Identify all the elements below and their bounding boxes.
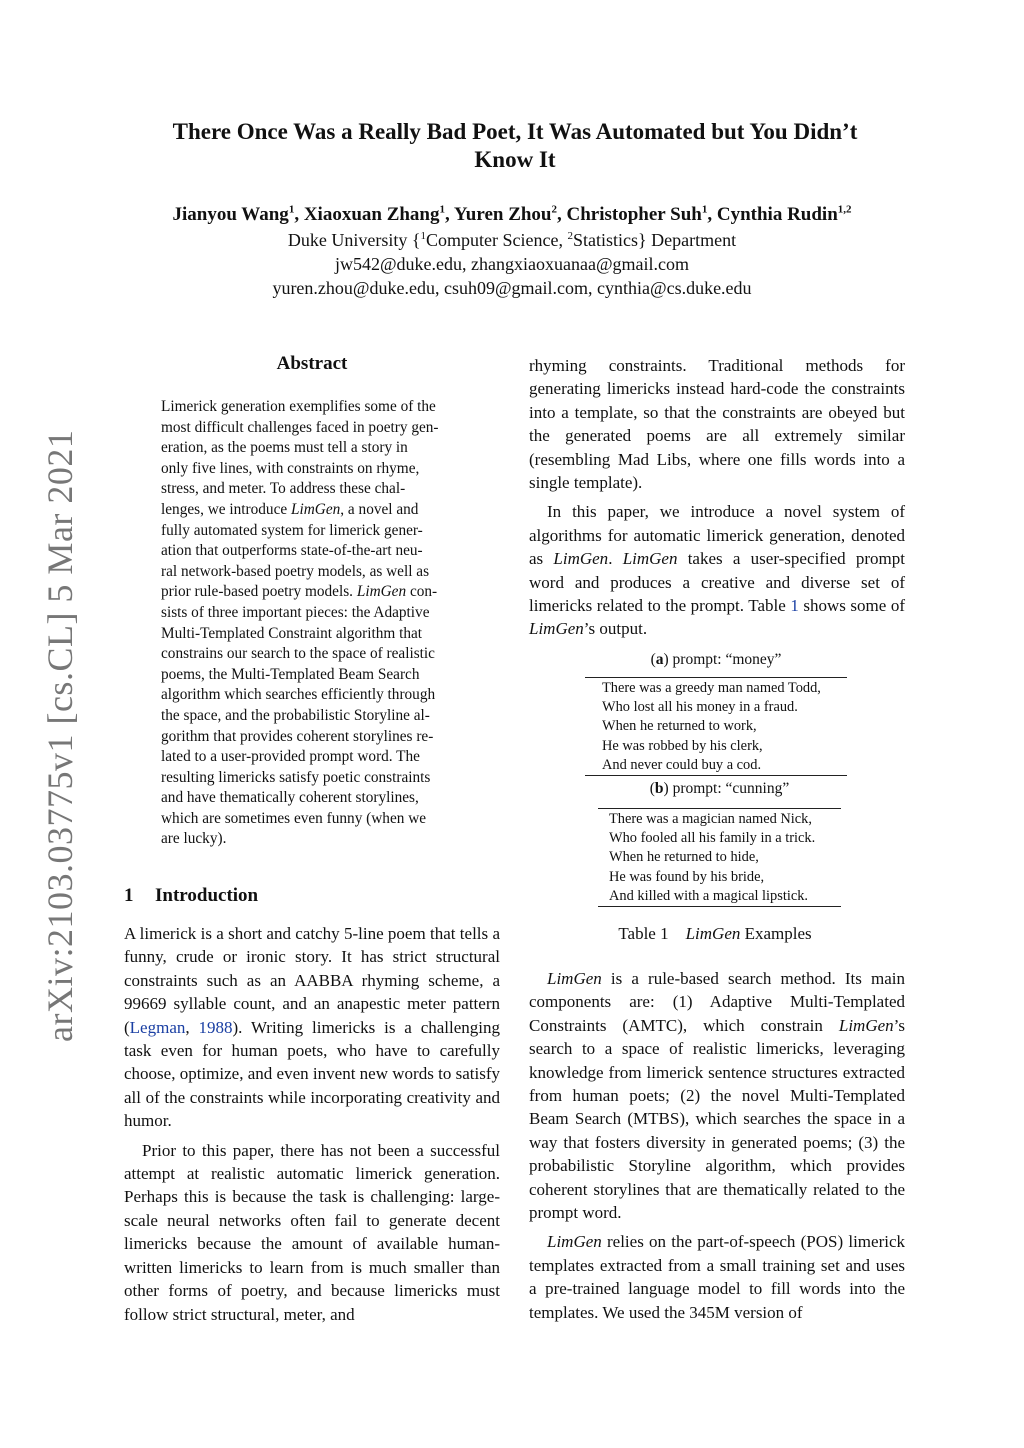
table-rule [598, 906, 841, 907]
limgen-name: LimGen [622, 549, 678, 569]
paragraph-text: In this paper, we introduce a novel system of algorithms for automatic limerick generation, denoted as [529, 502, 905, 569]
table-1-part-a [585, 650, 847, 776]
abstract-line: resulting limericks satisfy poetic constraints [161, 768, 431, 786]
paragraph: rhyming constraints. Traditional methods for generating limericks instead hard-code the constraints into a template, so that the constraints are obeyed but the generated poems are all extremely similar (resembling Mad Libs, where one fills words into a single template). [529, 356, 905, 493]
paragraph: Prior to this paper, there has not been a successful attempt at realistic automatic limerick generation. Perhaps this is because the task is challenging: large-scale neural networks often fail to generate decent limericks because the amount of available human-written limericks to learn from is much smaller than other forms of poetry, and because limericks must follow strict structural, meter, and [124, 1140, 500, 1324]
limgen-name: LimGen [529, 619, 584, 639]
subtable-label: b [654, 780, 664, 797]
citation-year-link[interactable] [198, 1018, 232, 1037]
paragraph [529, 1230, 905, 1324]
abstract-line: and have thematically coherent storylines, [161, 789, 419, 807]
abstract-line: gorithm that provides coherent storylines re- [161, 727, 434, 745]
poem-line: He was robbed by his clerk, [602, 737, 763, 754]
table-caption-label: Table 1 [618, 924, 669, 943]
abstract-line: eration, as the poems must tell a story in [161, 439, 408, 457]
author-affil-sup: 1,2 [837, 203, 852, 216]
abstract-line: stress, and meter. To address these chal- [161, 480, 406, 498]
paragraph-text: shows some of [798, 596, 905, 616]
author-affil-sup: 1 [701, 203, 708, 216]
subtable-b-caption: (b) prompt: “cunning” [649, 780, 790, 797]
abstract-line: ation that outperforms state-of-the-art neu- [161, 542, 423, 560]
poem-line: And never could buy a cod. [602, 756, 762, 773]
abstract-text: , a novel and [340, 500, 419, 518]
section-number: 1 [124, 885, 134, 906]
abstract-line [161, 582, 463, 603]
title-line-1: There Once Was a Really Bad Poet, It Was Automated but You Didn’t [172, 119, 858, 144]
affiliation-sup: 1 [420, 230, 427, 242]
subtable-a-caption: (a) prompt: “money” [650, 651, 782, 668]
abstract-line [161, 500, 463, 521]
poem-line: Who fooled all his family in a trick. [609, 830, 816, 847]
limerick-cunning [598, 809, 841, 906]
paragraph-text: ). Writing limericks is a challenging task even for human poets, who have to carefully choose, optimize, and even invent new words to satisfy all of the constraints while incorporating creativity and humor. [124, 1017, 501, 1131]
intro-right-column-top [529, 354, 905, 641]
poem-line: There was a magician named Nick, [609, 811, 812, 827]
intro-left-column [124, 922, 500, 1326]
limgen-name: LimGen [553, 549, 609, 569]
paragraph [529, 500, 905, 640]
arxiv-identifier: arXiv:2103.03775v1 [cs.CL] 5 Mar 2021 [40, 429, 80, 1042]
abstract-line: Multi-Templated Constraint algorithm that [161, 624, 423, 642]
subtable-label: a [655, 651, 664, 668]
paragraph-text: ’s search to a space of realistic limericks, leveraging knowledge from limerick sentence structures extracted from human poets; (2) the novel Multi-Templated Beam Search (MTBS), which searches the space in a way that fosters diversity in generated poems; (3) the probabilistic Storyline algorithm, which provides coherent storylines that are thematically related to the prompt word. [529, 1015, 905, 1223]
paragraph-text: takes a user-specified prompt word and produces a creative and diverse set of limericks related to the prompt. Table [529, 549, 906, 616]
paragraph-text: is a rule-based search method. Its main components are: (1) Adaptive Multi-Templated Constraints (AMTC), which constrain [529, 969, 905, 1035]
poem-line: He was found by his bride, [609, 868, 765, 885]
limgen-name: LimGen [685, 924, 741, 943]
citation-link[interactable] [130, 1018, 186, 1037]
abstract-line: lated to a user-provided prompt word. The [161, 748, 420, 766]
abstract-line: the space, and the probabilistic Storyline al- [161, 706, 430, 724]
paragraph-text: ’s output. [583, 619, 648, 639]
paragraph-text: relies on the part-of-speech (POS) limerick templates extracted from a small training set and uses a pre-trained language model to fill words into the templates. We used the 345M version of [529, 1232, 905, 1322]
subtable-prompt: prompt: “cunning” [672, 780, 790, 797]
limgen-name: LimGen [290, 500, 341, 518]
paper-title [110, 118, 920, 174]
abstract-line: poems, the Multi-Templated Beam Search [161, 665, 420, 683]
author-affil-sup: 1 [288, 203, 295, 216]
email-line-2: yuren.zhou@duke.edu, csuh09@gmail.com, cynthia@cs.duke.edu [272, 278, 752, 298]
abstract-line: are lucky). [161, 830, 227, 848]
email-line-1: jw542@duke.edu, zhangxiaoxuanaa@gmail.com [334, 254, 690, 274]
poem-line: There was a greedy man named Todd, [602, 680, 821, 696]
affiliation [60, 228, 964, 252]
limerick-money [585, 678, 847, 775]
affiliation-dept: Statistics} Department [572, 230, 737, 250]
abstract-line: Limerick generation exemplifies some of the [161, 398, 436, 415]
poem-line: And killed with a magical lipstick. [609, 887, 809, 904]
abstract-line: ral network-based poetry models, as well as [161, 562, 430, 580]
abstract-text: prior rule-based poetry models. [161, 583, 357, 601]
affiliation-dept: Computer Science, [426, 230, 568, 250]
table-1-part-b [598, 779, 841, 907]
limgen-name: LimGen [547, 1232, 602, 1252]
abstract-text: con- [406, 583, 438, 601]
poem-line: When he returned to work, [602, 718, 757, 735]
abstract-text: lenges, we introduce [161, 500, 291, 518]
table-rule [585, 775, 847, 776]
affiliation-prefix: Duke University { [287, 230, 421, 250]
paragraph [124, 922, 500, 1133]
limgen-name: LimGen [838, 1015, 894, 1035]
paragraph-text: A limerick is a short and catchy 5-line poem that tells a funny, crude or ironic story. It has strict structural constraints such as an AABBA rhyming scheme, a 99669 syllable count, and an anapestic meter pattern ( [124, 924, 500, 1037]
paragraph [529, 967, 905, 1224]
limgen-name: LimGen [547, 969, 602, 988]
intro-right-column-bottom [529, 967, 905, 1324]
abstract-line: algorithm which searches efficiently through [161, 686, 436, 704]
abstract-body [161, 397, 463, 850]
author-list: Jianyou Wang$^1$, Xiaoxuan Zhang$^1$, Yuren Zhou$^2$, Christopher Suh$^1$, Cynthia Rudin$^{1,2}$ [172, 203, 852, 225]
subtable-prompt: prompt: “money” [672, 651, 782, 668]
author-affil-sup: 2 [551, 203, 558, 216]
abstract-line: which are sometimes even funny (when we [161, 809, 427, 827]
limgen-name: LimGen [356, 583, 407, 601]
author-affil-sup: 1 [439, 203, 446, 216]
author-name: Cynthia Rudin [716, 204, 838, 225]
paragraph-text: . [608, 549, 623, 569]
author-name: Xiaoxuan Zhang [303, 204, 440, 225]
title-line-2: Know It [474, 147, 556, 172]
abstract-line: constrains our search to the space of realistic [161, 645, 435, 663]
table-reference-link[interactable]: 1 [790, 596, 799, 616]
abstract-heading: Abstract [276, 353, 348, 374]
abstract-line: fully automated system for limerick gener- [161, 521, 423, 539]
author-name: Yuren Zhou [453, 204, 552, 225]
citation-separator: , [185, 1017, 199, 1037]
author-name: Christopher Suh [566, 204, 702, 225]
abstract-line: most difficult challenges faced in poetry gen- [161, 418, 439, 436]
poem-line: Who lost all his money in a fraud. [602, 699, 798, 716]
table-1-caption [560, 922, 870, 946]
poem-line: When he returned to hide, [609, 849, 759, 866]
section-title: Introduction [155, 885, 259, 906]
abstract-line: only five lines, with constraints on rhyme, [161, 459, 420, 477]
citation-year: 1988 [198, 1017, 233, 1037]
author-name: Jianyou Wang [172, 204, 289, 225]
table-caption-text: Examples [740, 924, 812, 943]
affiliation-sup: 2 [567, 230, 573, 242]
citation-author: Legman [129, 1017, 186, 1037]
section-heading-introduction [124, 884, 258, 908]
abstract-line: sists of three important pieces: the Adaptive [161, 603, 430, 621]
